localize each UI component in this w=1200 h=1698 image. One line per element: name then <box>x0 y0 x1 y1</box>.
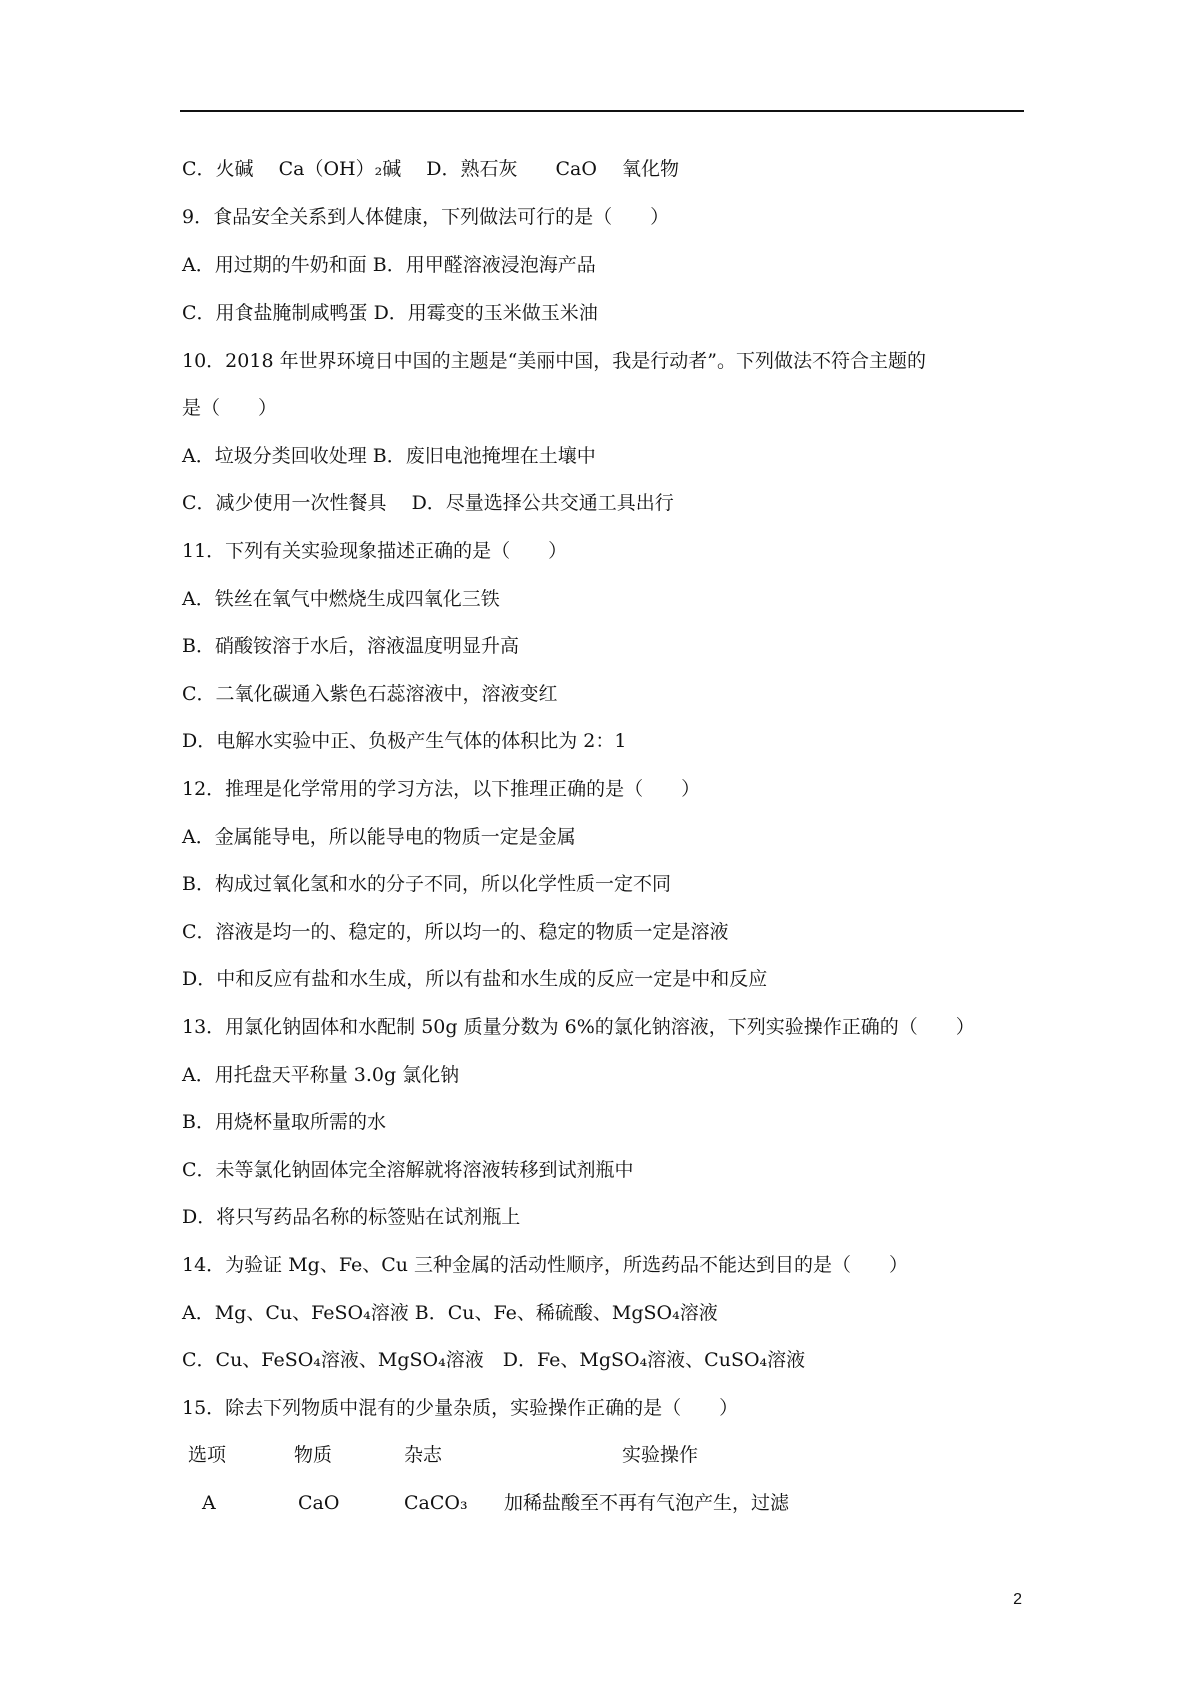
text-line: C．二氧化碳通入紫色石蕊溶液中，溶液变红 <box>182 683 558 705</box>
table-row <box>182 1491 882 1515</box>
text-line: A．Mg、Cu、FeSO₄溶液 B．Cu、Fe、稀硫酸、MgSO₄溶液 <box>182 1302 718 1324</box>
table-header-cell: 杂志 <box>404 1444 443 1466</box>
table-header-cell: 实验操作 <box>622 1444 699 1466</box>
text-line: A．用托盘天平称量 3.0g 氯化钠 <box>182 1064 460 1086</box>
text-line: C．溶液是均一的、稳定的，所以均一的、稳定的物质一定是溶液 <box>182 921 729 943</box>
text-line: 14．为验证 Mg、Fe、Cu 三种金属的活动性顺序，所选药品不能达到目的是（ ） <box>182 1254 909 1276</box>
text-line: 12．推理是化学常用的学习方法，以下推理正确的是（ ） <box>182 778 701 800</box>
text-line: B．构成过氧化氢和水的分子不同，所以化学性质一定不同 <box>182 873 671 895</box>
text-line: C．未等氯化钠固体完全溶解就将溶液转移到试剂瓶中 <box>182 1159 634 1181</box>
text-line: C．用食盐腌制咸鸭蛋 D．用霉变的玉米做玉米油 <box>182 302 598 324</box>
text-line: 9．食品安全关系到人体健康，下列做法可行的是（ ） <box>182 206 670 228</box>
text-line: C．减少使用一次性餐具 D．尽量选择公共交通工具出行 <box>182 492 674 514</box>
table-header-cell: 物质 <box>294 1444 333 1466</box>
text-line: 10．2018 年世界环境日中国的主题是“美丽中国，我是行动者”。下列做法不符合主题的 <box>182 350 926 372</box>
text-line: D．中和反应有盐和水生成，所以有盐和水生成的反应一定是中和反应 <box>182 968 768 990</box>
text-line: 11．下列有关实验现象描述正确的是（ ） <box>182 540 568 562</box>
text-line: 15．除去下列物质中混有的少量杂质，实验操作正确的是（ ） <box>182 1397 739 1419</box>
text-line: C．火碱 Ca（OH）₂碱 D．熟石灰 CaO 氧化物 <box>182 158 679 180</box>
table-header-cell: 选项 <box>188 1444 227 1466</box>
text-line: D．电解水实验中正、负极产生气体的体积比为 2：1 <box>182 730 627 752</box>
table-cell: 加稀盐酸至不再有气泡产生，过滤 <box>504 1492 790 1514</box>
text-line: 是（ ） <box>182 397 278 419</box>
text-line: A．铁丝在氧气中燃烧生成四氧化三铁 <box>182 588 500 610</box>
text-line: A．垃圾分类回收处理 B．废旧电池掩埋在土壤中 <box>182 445 596 467</box>
text-line: B．用烧杯量取所需的水 <box>182 1111 386 1133</box>
table-cell: CaCO₃ <box>404 1492 468 1514</box>
header-rule <box>180 110 1024 112</box>
text-line: 13．用氯化钠固体和水配制 50g 质量分数为 6%的氯化钠溶液，下列实验操作正确的（ ） <box>182 1016 975 1038</box>
text-line: A．用过期的牛奶和面 B．用甲醛溶液浸泡海产品 <box>182 254 596 276</box>
text-line: D．将只写药品名称的标签贴在试剂瓶上 <box>182 1206 521 1228</box>
text-line: A．金属能导电，所以能导电的物质一定是金属 <box>182 826 576 848</box>
text-line: C．Cu、FeSO₄溶液、MgSO₄溶液 D．Fe、MgSO₄溶液、CuSO₄溶液 <box>182 1349 806 1371</box>
table-cell: A <box>202 1492 216 1514</box>
page-number: 2 <box>1013 1591 1022 1608</box>
table-cell: CaO <box>298 1492 340 1514</box>
table-header-row <box>182 1443 882 1467</box>
text-line: B．硝酸铵溶于水后，溶液温度明显升高 <box>182 635 519 657</box>
